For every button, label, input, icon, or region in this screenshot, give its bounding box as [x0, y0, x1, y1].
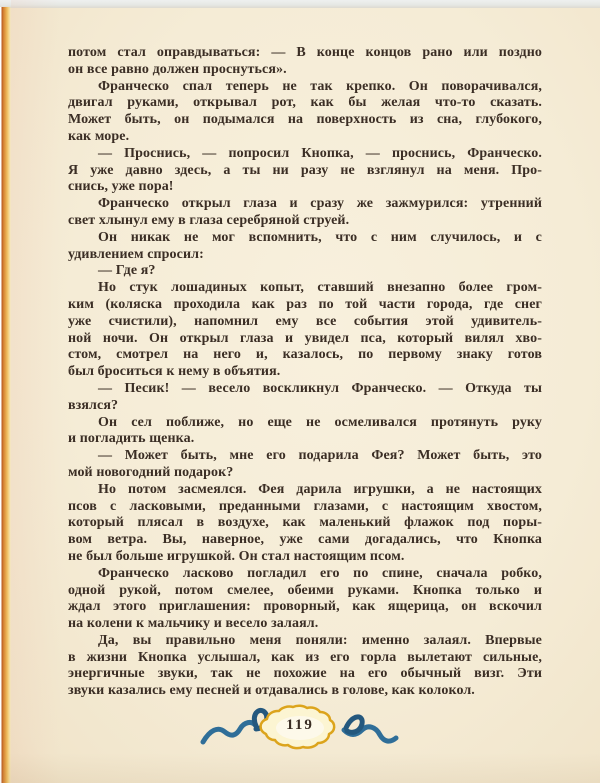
text-line: уже счистили), напомнил ему все события этой удивитель-: [68, 313, 542, 329]
text-line: ждал этого приглашения: проворный, как ящерица, он вскочил: [68, 599, 542, 615]
text-line: — Проснись, — попросил Кнопка, — проснись, Франческо.: [98, 145, 542, 161]
text-line: стом, смотрел на него и, казалось, по первому знаку готов: [68, 347, 542, 363]
text-line: Он никак не мог вспомнить, что с ним случилось, и с: [98, 229, 542, 245]
text-line: — Может быть, мне его подарила Фея? Может быть, это: [98, 448, 542, 464]
chapter-tailpiece: [200, 702, 400, 756]
text-line: вом ветра. Вы, наверное, уже сами догадались, что Кнопка: [68, 532, 542, 548]
text-line: псов с ласковыми, преданными глазами, с настоящим хвостом,: [68, 498, 542, 514]
text-line: Но потом засмеялся. Фея дарила игрушки, а не настоящих: [98, 481, 542, 497]
text-line: удивлением спросил:: [68, 246, 204, 262]
text-line: двигал руками, открывал рот, как бы желая что-то сказать.: [68, 95, 542, 111]
text-line: — Где я?: [98, 263, 156, 279]
text-block: [68, 45, 542, 700]
text-line: Франческо спал теперь не так крепко. Он поворачивался,: [98, 78, 542, 94]
text-line: Франческо ласково погладил его по спине, сначала робко,: [98, 565, 542, 581]
bottom-shadow: [0, 753, 600, 783]
text-line: он все равно должен проснуться».: [68, 61, 287, 77]
text-line: потом стал оправдываться: — В конце концов рано или поздно: [68, 45, 542, 60]
text-line: свет хлынул ему в глаза серебряной струей.: [68, 212, 350, 228]
text-line: на колени к мальчику и весело залаял.: [68, 616, 319, 632]
text-line: как море.: [68, 128, 130, 144]
page-number: 119: [286, 717, 314, 733]
text-line: Я уже давно здесь, а ты ни разу не взглянул на меня. Про-: [68, 162, 542, 178]
text-line: звуки казались ему песней и отдавались в голове, как колокол.: [68, 683, 475, 699]
text-line: Да, вы правильно меня поняли: именно залаял. Впервые: [98, 632, 542, 648]
text-line: Но стук лошадиных копыт, ставший внезапно более гром-: [98, 280, 542, 296]
text-line: снись, уже пора!: [68, 179, 174, 195]
text-line: Он сел поближе, но еще не осмеливался протянуть руку: [98, 414, 542, 430]
text-line: — Песик! — весело воскликнул Франческо. — Откуда ты: [98, 380, 542, 396]
text-line: был броситься к нему в объятия.: [68, 364, 281, 380]
text-line: мой новогодний подарок?: [68, 464, 234, 480]
text-line: не был больше игрушкой. Он стал настоящим псом.: [68, 548, 405, 564]
text-line: энергичные звуки, так не похожие на его обычный визг. Эти: [68, 666, 542, 682]
page-top-edge: [0, 0, 600, 8]
text-line: одной рукой, потом смелее, обеими руками. Кнопка только и: [68, 582, 542, 598]
text-line: который плясал в воздухе, как маленький флажок под поры-: [68, 515, 542, 531]
text-line: ким (коляска проходила как раз по той части города, где снег: [68, 296, 542, 312]
book-binding-edge: [0, 7, 11, 783]
text-line: Может быть, он подымался на поверхность из сна, глубокого,: [68, 112, 542, 128]
text-line: Франческо открыл глаза и сразу же зажмурился: утренний: [98, 196, 542, 212]
text-line: взялся?: [68, 397, 119, 413]
text-line: и погладить щенка.: [68, 431, 195, 447]
page-shadow: [11, 0, 61, 783]
text-line: в жизни Кнопка услышал, как из его горла вылетают сильные,: [68, 649, 542, 665]
text-line: ной ночи. Он открыл глаза и увидел пса, который вилял хво-: [68, 330, 542, 346]
